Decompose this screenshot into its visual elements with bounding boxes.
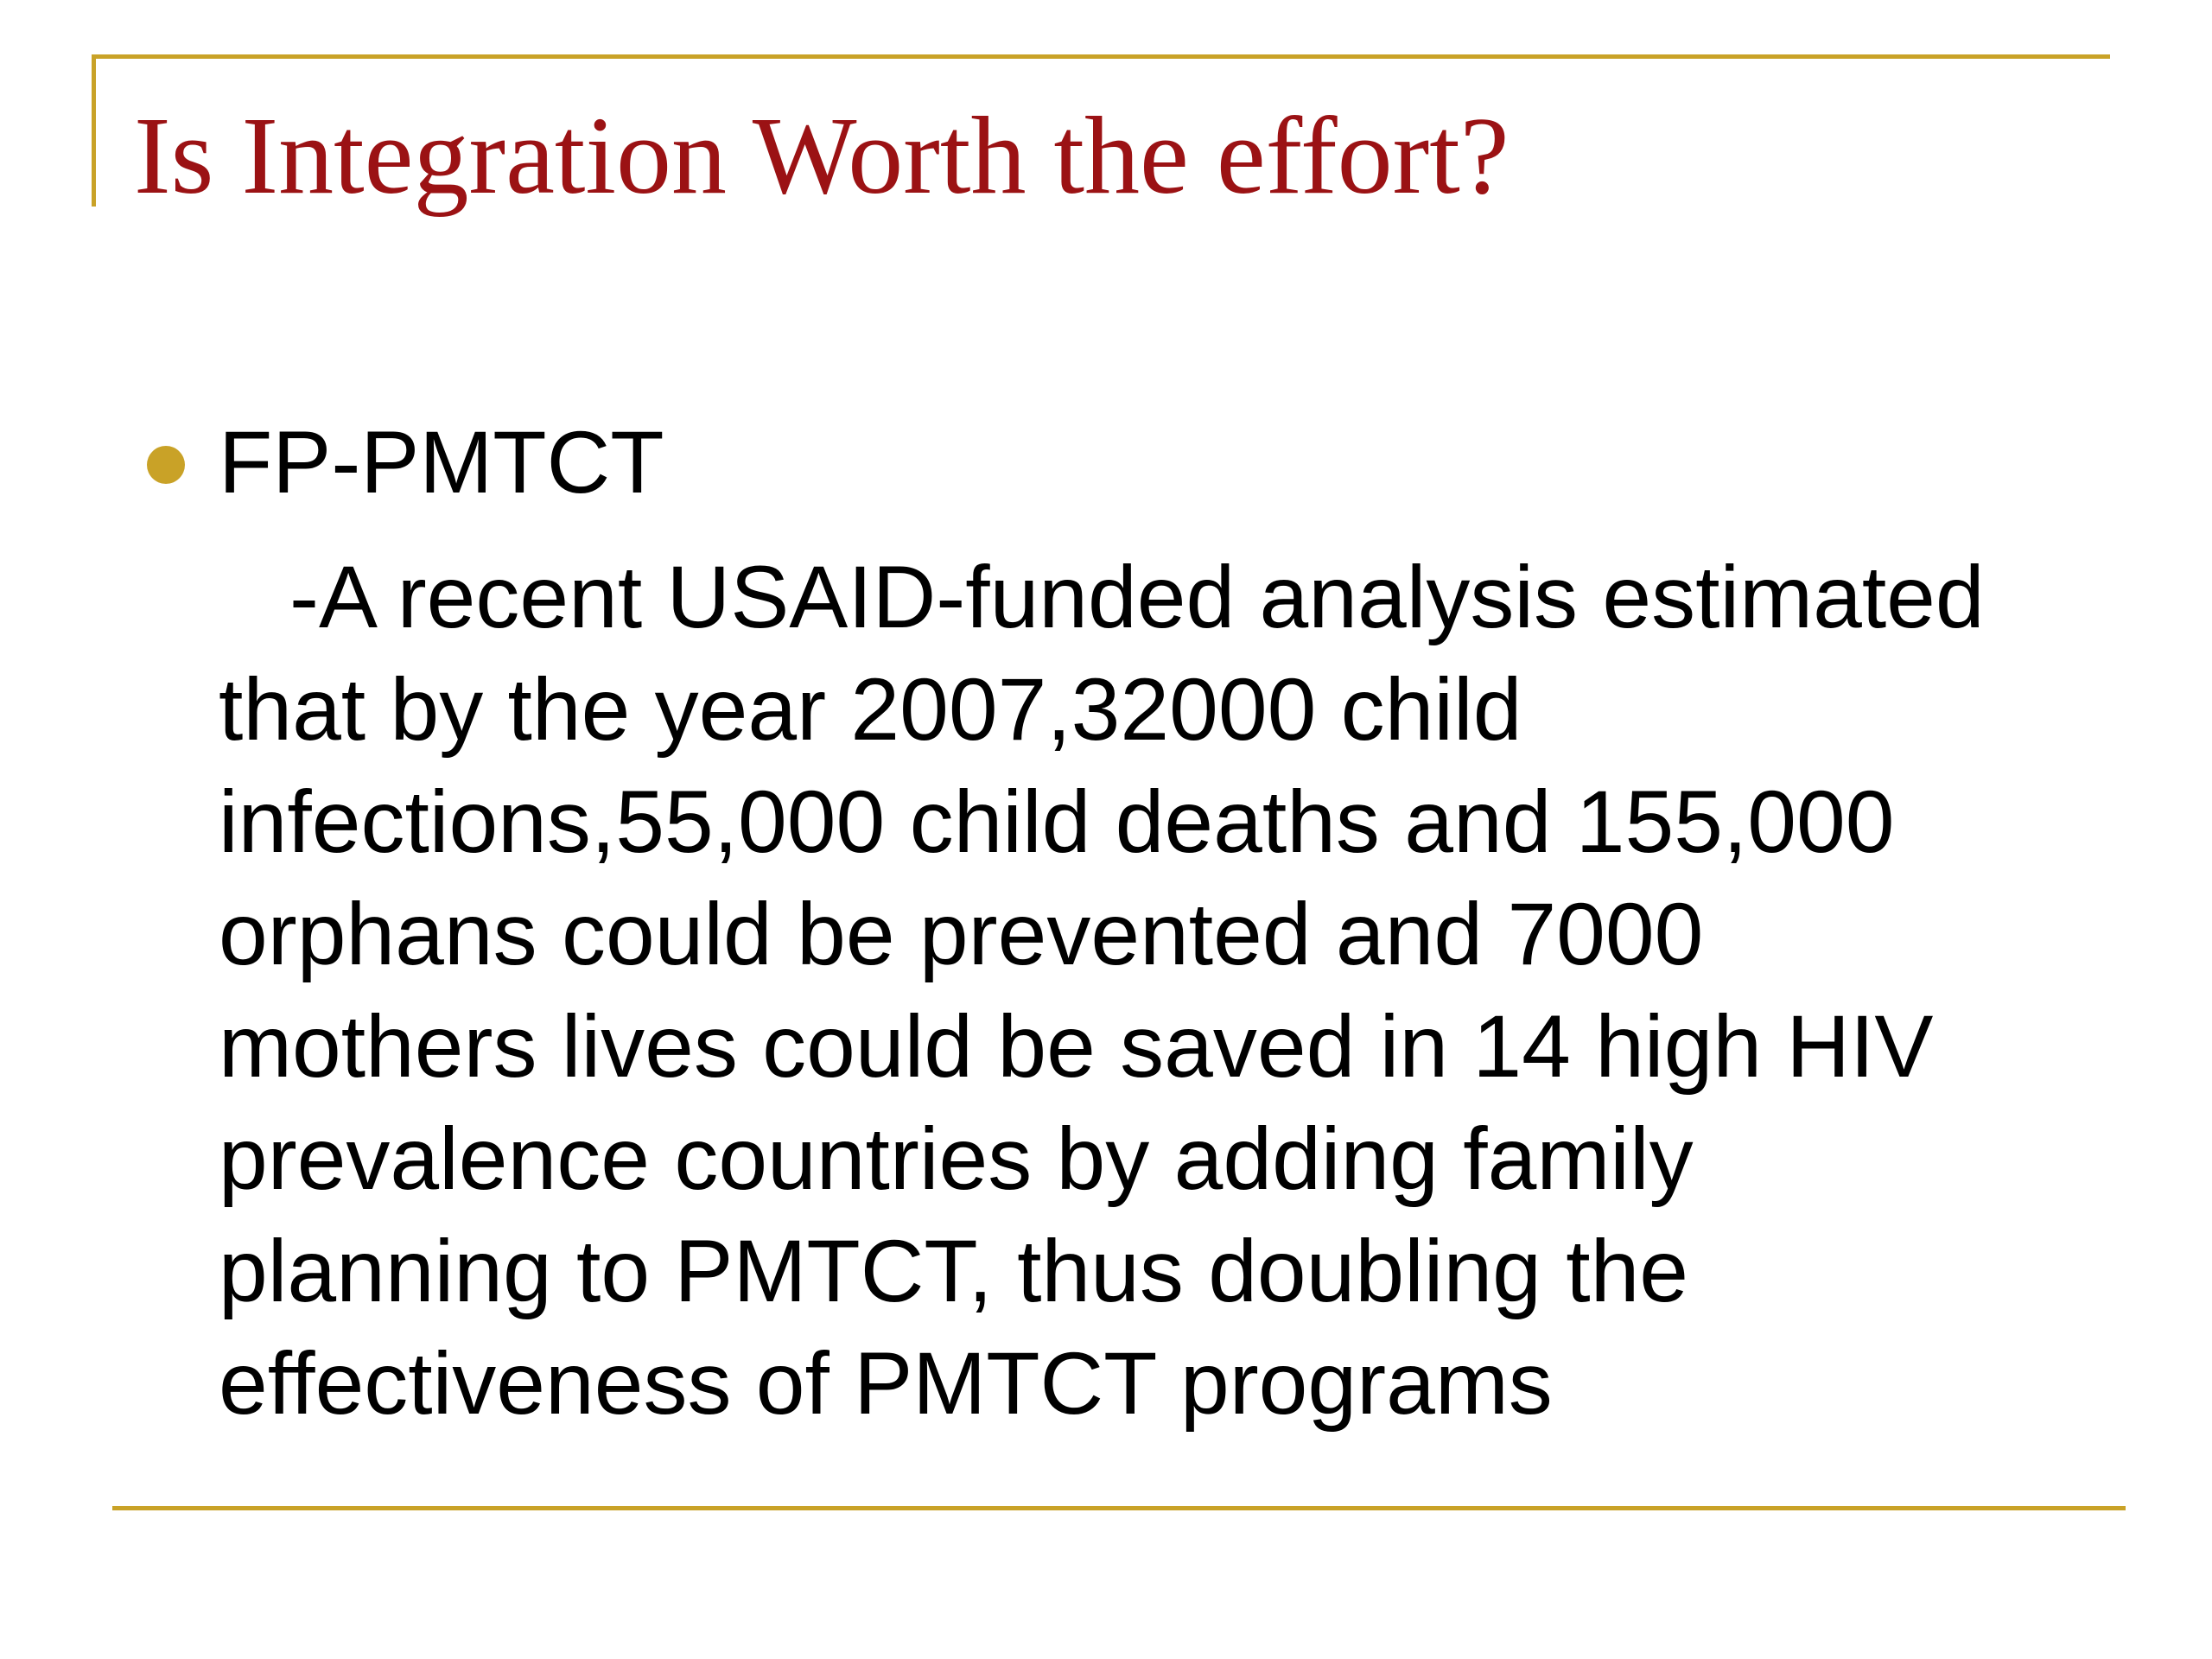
bottom-divider-line: [112, 1506, 2126, 1510]
bullet-body-text: [219, 541, 2163, 1440]
body-line: infections,55,000 child deaths and 155,000: [219, 772, 1895, 871]
slide-title: Is Integration Worth the effort?: [134, 94, 1510, 217]
bullet-heading: FP-PMTCT: [219, 413, 664, 512]
body-line: -A recent USAID-funded analysis estimated: [289, 548, 1985, 646]
body-line: planning to PMTCT, thus doubling the: [219, 1222, 1689, 1320]
top-divider-line: [92, 54, 2110, 59]
body-line: effectiveness of PMTCT programs: [219, 1334, 1553, 1433]
body-line: orphans could be prevented and 7000: [219, 885, 1704, 983]
body-line: mothers lives could be saved in 14 high HIV: [219, 997, 1934, 1096]
body-line: prevalence countries by adding family: [219, 1109, 1694, 1208]
body-line: that by the year 2007,32000 child: [219, 660, 1522, 759]
bullet-dot-icon: [147, 446, 185, 484]
title-left-accent-line: [92, 54, 96, 207]
